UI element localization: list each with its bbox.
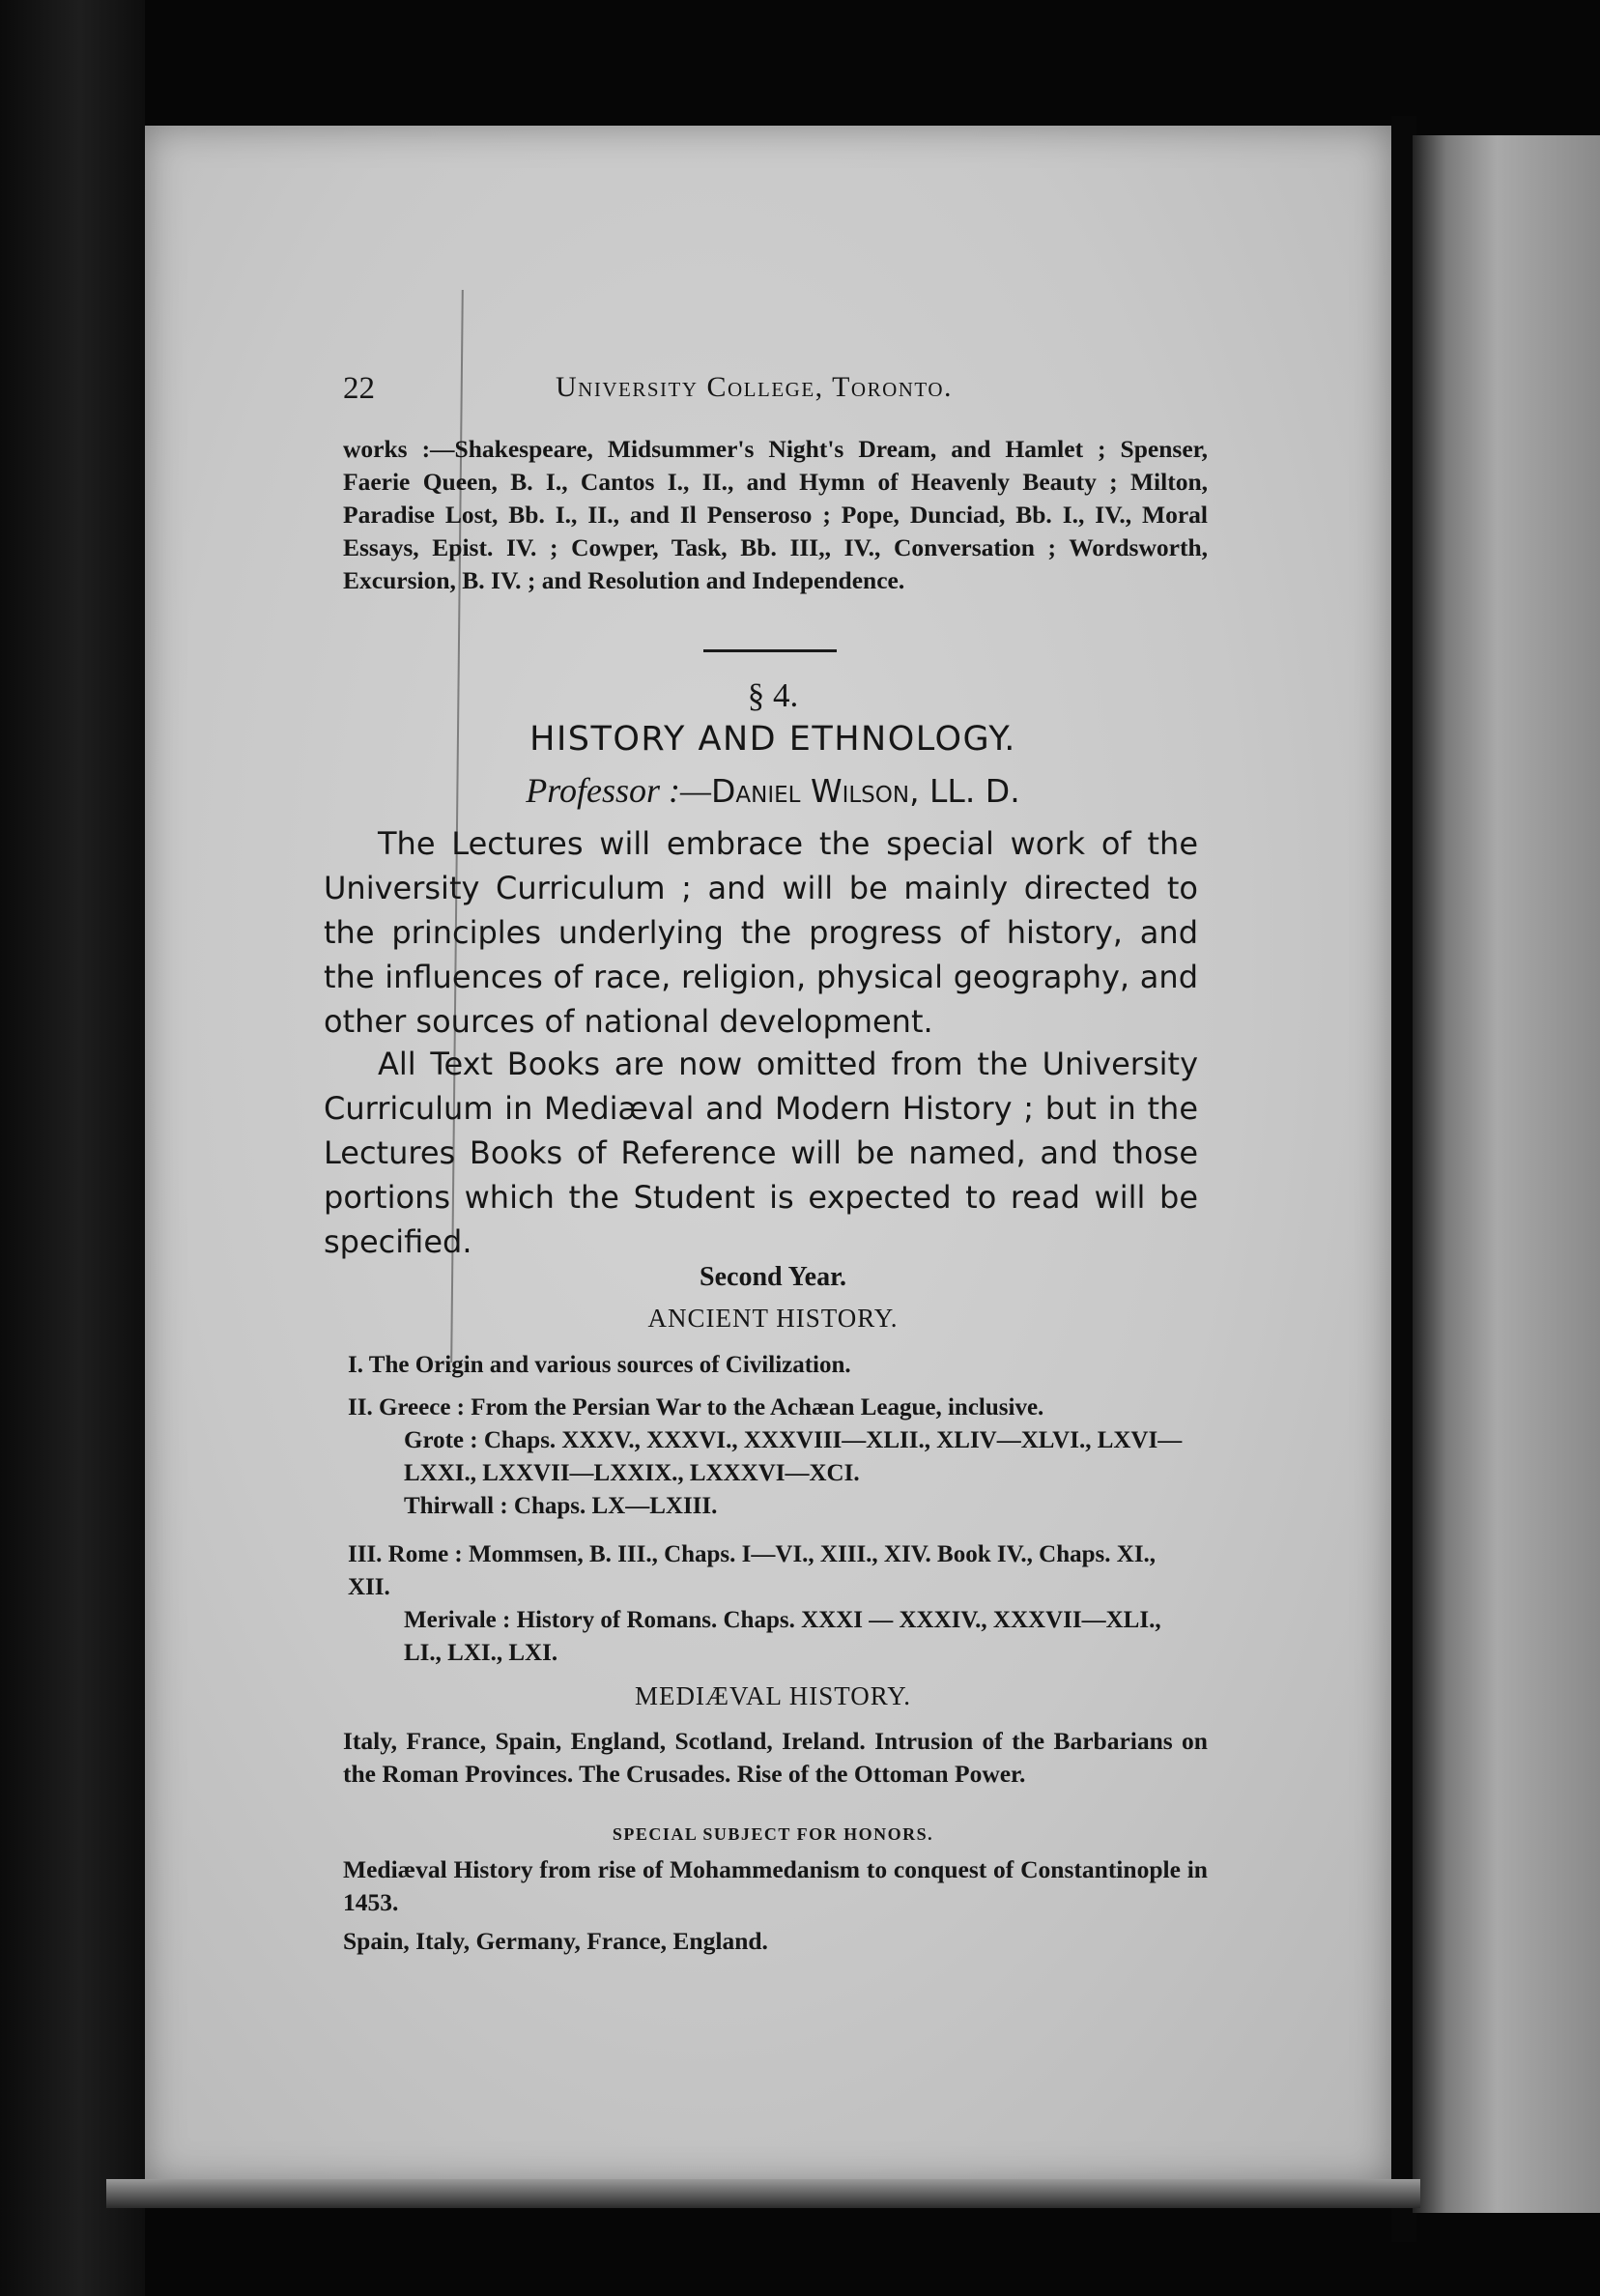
thirwall-refs: Thirwall : Chaps. LX—LXIII.: [404, 1493, 718, 1519]
running-head: University College, Toronto.: [556, 371, 954, 403]
special-subject-paragraph: Mediæval History from rise of Mohammedanism to conquest of Constantinople in 1453.: [343, 1855, 1208, 1916]
book-edge-left: [0, 0, 145, 2296]
lectures-paragraph: The Lectures will embrace the special work of the University Curriculum ; and will be mainly directed to the principles underlying the progress of history, and the influences of race, religion, physical geography, and other sources of national development.: [324, 825, 1198, 1040]
second-year-heading: Second Year.: [700, 1262, 846, 1292]
item-rome: [348, 1538, 1188, 1670]
works-paragraph: works :—Shakespeare, Midsummer's Night's Dream, and Hamlet ; Spenser, Faerie Queen, B. I., Cantos I., II., and Hymn of Heavenly Beauty ; Milton, Paradise Lost, Bb. I., II., and Il Penseroso ; Pope, Dunciad, Bb. I., IV., Moral Essays, Epist. IV. ; Cowper, Task, Bb. III,, IV., Conversation ; Wordsworth, Excursion, B. IV. ; and Resolution and Independence.: [343, 435, 1208, 594]
section-title: HISTORY AND ETHNOLOGY.: [529, 720, 1016, 759]
page-header: [343, 365, 1213, 423]
greece-heading: II. Greece : From the Persian War to the Achæan League, inclusive.: [348, 1394, 1044, 1421]
grote-refs: Grote : Chaps. XXXV., XXXVI., XXXVIII—XLII., XLIV—XLVI., LXVI—LXXI., LXXVII—LXXIX., LXXXVI—XCI.: [404, 1427, 1183, 1486]
special-subject-heading: SPECIAL SUBJECT FOR HONORS.: [612, 1824, 934, 1844]
page-number: 22: [343, 371, 375, 406]
section-number: § 4.: [747, 676, 799, 714]
facing-page-edge: [1413, 135, 1600, 2213]
countries-line: Spain, Italy, Germany, France, England.: [343, 1927, 768, 1955]
textbooks-paragraph: All Text Books are now omitted from the University Curriculum in Mediæval and Modern History ; but in the Lectures Books of Reference will be named, and those portions which the Student is expected to read will be specified.: [324, 1046, 1198, 1260]
item-greece: [348, 1392, 1188, 1523]
medieval-paragraph: Italy, France, Spain, England, Scotland, Ireland. Intrusion of the Barbarians on the Roman Provinces. The Crusades. Rise of the Ottoman Power.: [343, 1727, 1208, 1788]
rome-heading: III. Rome : Mommsen, B. III., Chaps. I—VI., XIII., XIV. Book IV., Chaps. XI., XII.: [348, 1541, 1157, 1600]
page-bottom-edge: [106, 2179, 1420, 2208]
professor-label: Professor :—: [526, 771, 711, 810]
merivale-refs: Merivale : History of Romans. Chaps. XXXI — XXXIV., XXXVII—XLI., LI., LXI., LXI.: [404, 1607, 1161, 1666]
item-origin: I. The Origin and various sources of Civilization.: [348, 1352, 851, 1378]
professor-name: Daniel Wilson, LL. D.: [710, 772, 1020, 810]
ancient-history-heading: ANCIENT HISTORY.: [647, 1304, 899, 1333]
section-divider: [703, 649, 837, 652]
professor-line: [338, 770, 1208, 811]
medieval-history-heading: MEDIÆVAL HISTORY.: [634, 1681, 912, 1710]
